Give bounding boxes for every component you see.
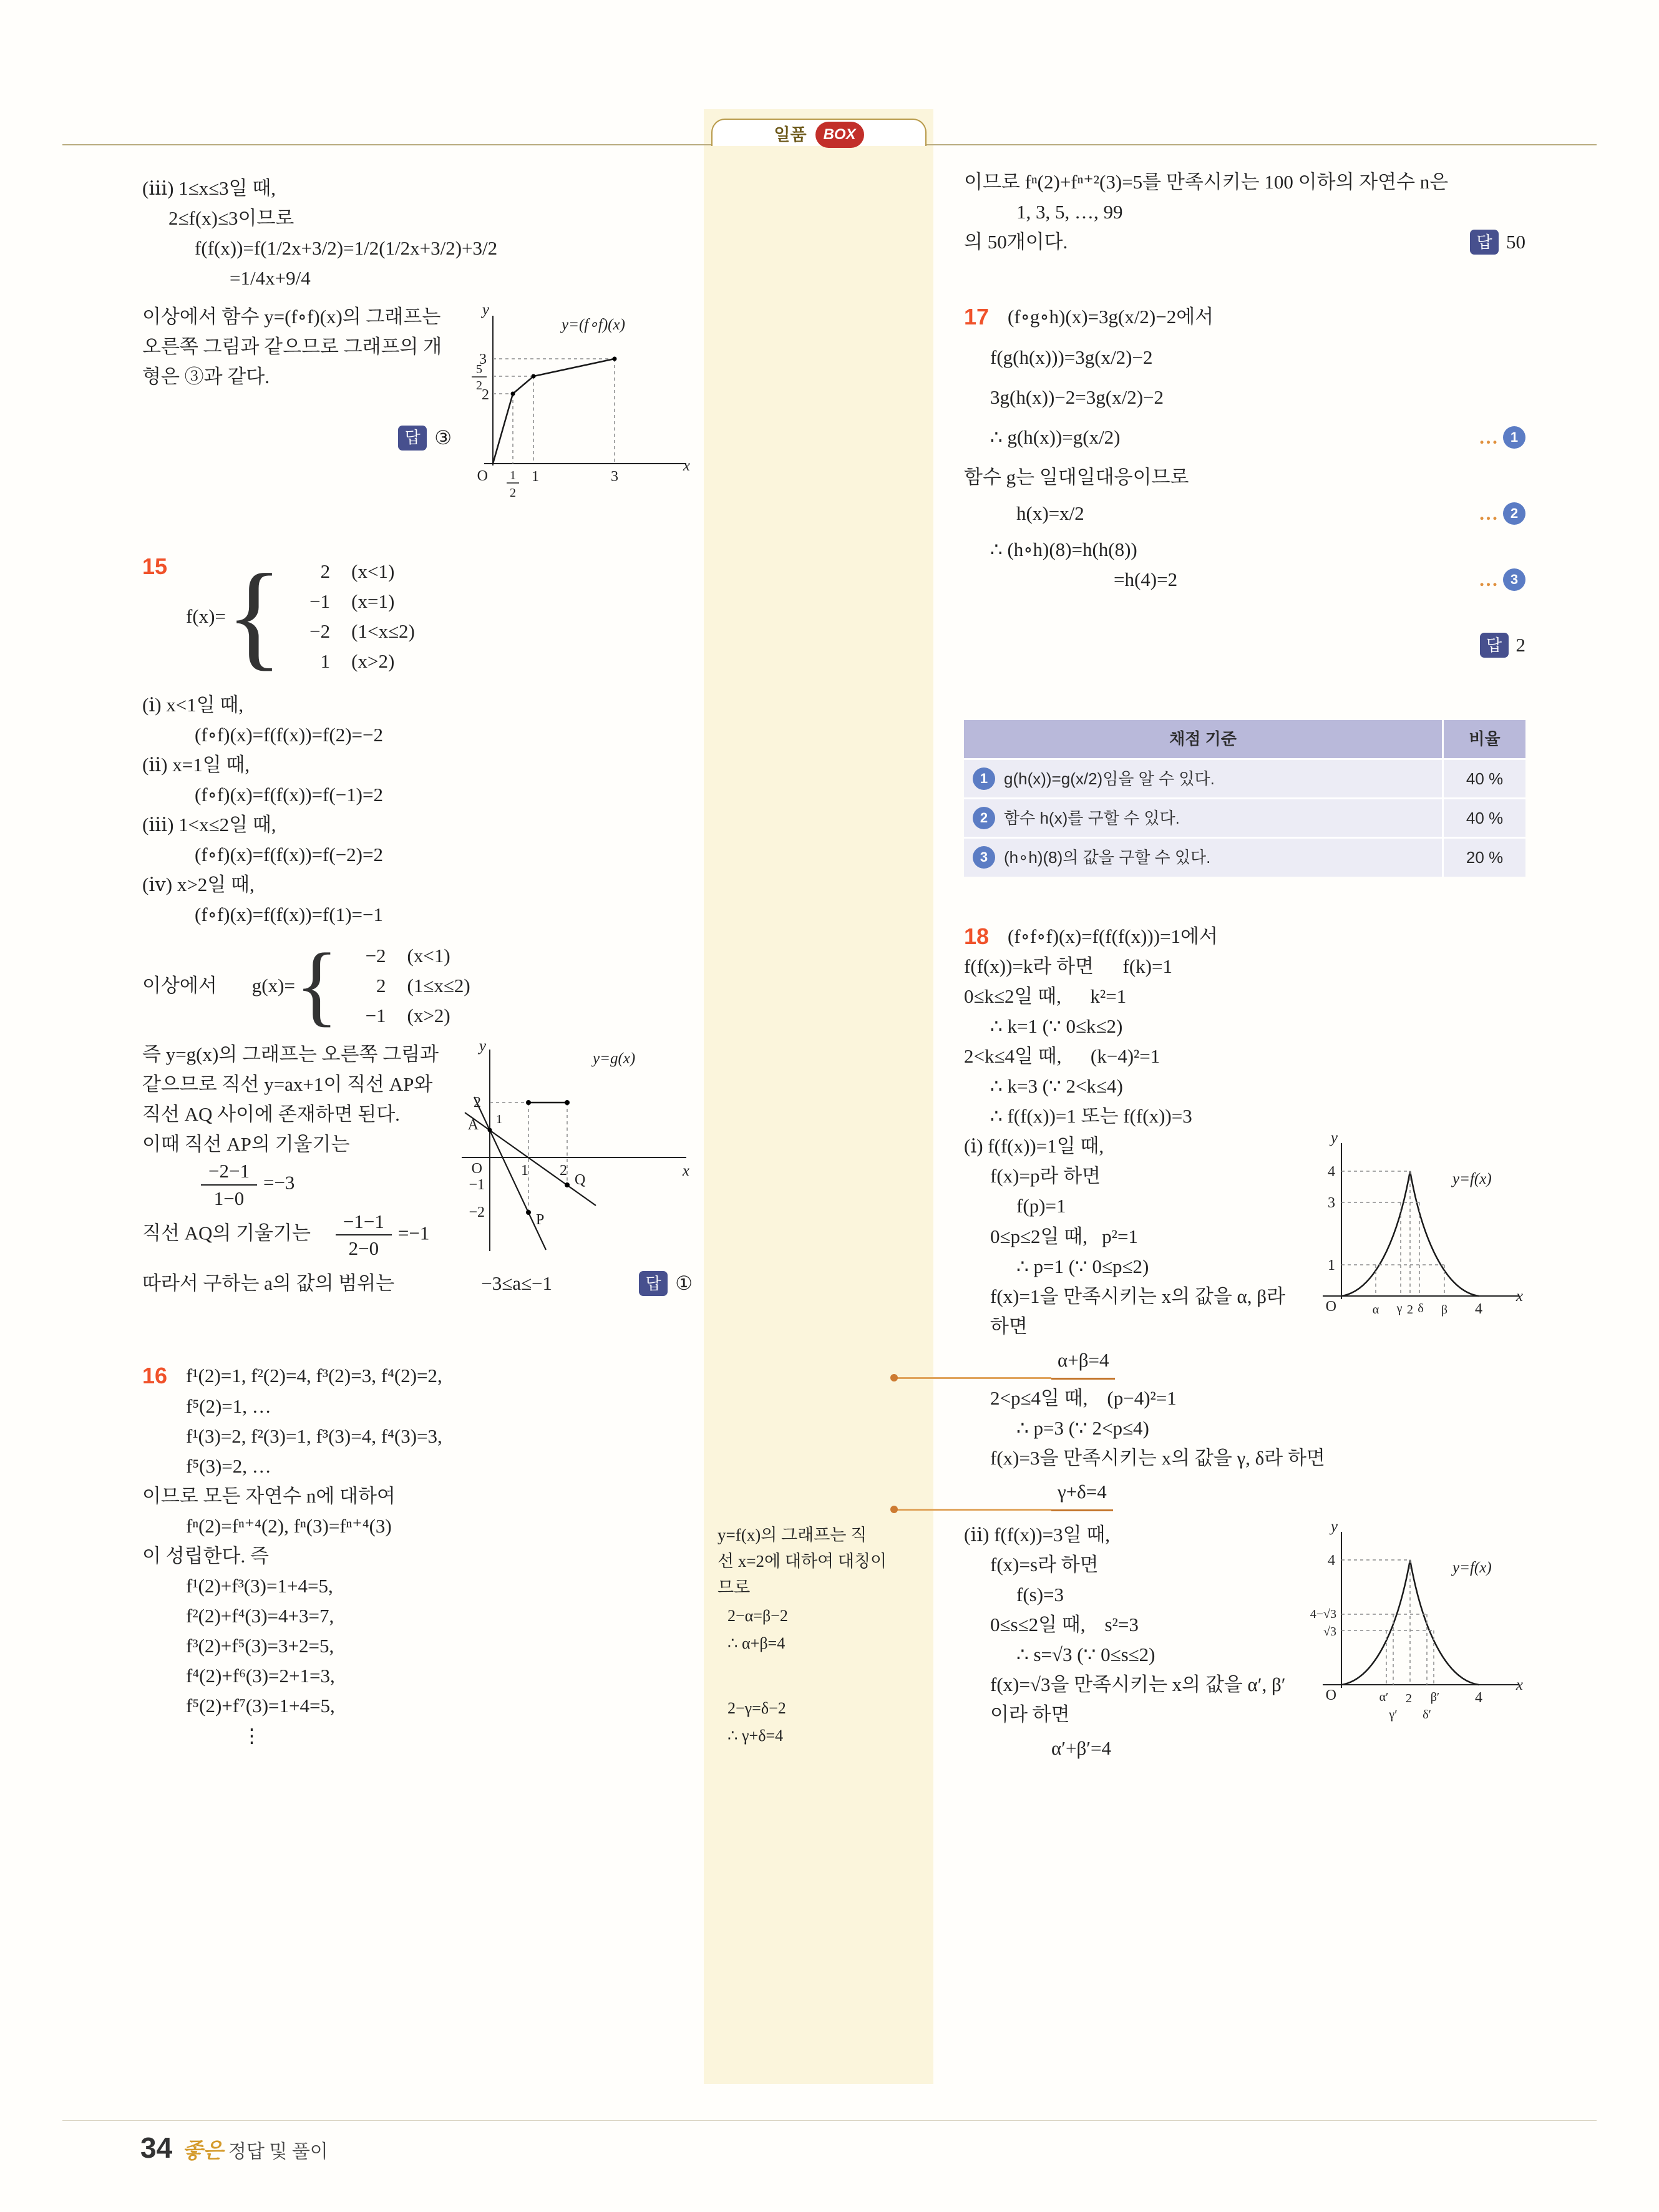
- formula-line: 2<p≤4일 때, (p−4)²=1: [990, 1386, 1177, 1409]
- answer-badge: 답: [639, 1271, 668, 1296]
- solution-line: f(x)=1을 만족시키는 x의 값을 α, β라 하면: [990, 1285, 1290, 1337]
- function-lhs: f(x)=: [186, 605, 226, 627]
- marker-dots: …: [1479, 502, 1498, 524]
- origin-label: O: [477, 468, 488, 485]
- formula-line: f²(2)+f⁴(3)=4+3=7,: [186, 1605, 334, 1627]
- intro-text: 이상에서: [142, 975, 217, 997]
- formula-line: ∴ f(f(x))=1 또는 f(f(x))=3: [990, 1105, 1192, 1128]
- point-Q-label: Q: [575, 1172, 586, 1189]
- formula-with-marker: [964, 499, 1525, 529]
- page-footer: [140, 2131, 328, 2165]
- y-tick-root3: √3: [1323, 1624, 1336, 1639]
- x-tick-2: 2: [1406, 1691, 1412, 1705]
- grading-table-header: [964, 720, 1525, 758]
- answer-row: [964, 227, 1525, 257]
- solution-paragraph: 즉 y=g(x)의 그래프는 오른쪽 그림과 같으므로 직선 y=ax+1이 직선 AP와 직선 AQ 사이에 존재하면 된다.: [142, 1043, 444, 1126]
- formula-line: ∴ k=3 (∵ 2<k≤4): [990, 1075, 1123, 1098]
- curve-label: y=g(x): [593, 1050, 636, 1068]
- formula-line: =h(4)=2: [1114, 568, 1178, 591]
- problem-number: 16: [142, 1363, 168, 1389]
- x-tick-alpha-prime: α′: [1379, 1690, 1389, 1704]
- x-tick-4: 4: [1475, 1301, 1482, 1318]
- fof-graph-figure: [462, 305, 693, 504]
- fraction-denominator: 2−0: [348, 1237, 379, 1260]
- ilpum-label: 일품: [774, 125, 807, 144]
- formula-line: (f∘f)(x)=f(f(x))=f(−1)=2: [195, 783, 383, 806]
- formula-line: ∴ k=1 (∵ 0≤k≤2): [990, 1015, 1123, 1038]
- curve-label: y=(f∘f)(x): [562, 316, 625, 334]
- formula-line: (f∘f∘f)(x)=f(f(f(x)))=1에서: [1008, 925, 1218, 947]
- brand-logo: 좋은: [182, 2140, 223, 2163]
- formula-line: f¹(3)=2, f²(3)=1, f³(3)=4, f⁴(3)=3,: [186, 1425, 442, 1447]
- formula-line: ∴ s=√3 (∵ 0≤s≤2): [1016, 1644, 1155, 1666]
- formula-line: h(x)=x/2: [1016, 502, 1084, 524]
- conclusion-text: 의 50개이다.: [964, 231, 1068, 253]
- x-axis-label: x: [1515, 1676, 1523, 1693]
- formula-with-marker: [964, 565, 1525, 595]
- note-text: 선 x=2에 대하여 대칭이: [718, 1551, 887, 1571]
- step-3-marker: 3: [1503, 568, 1525, 591]
- x-tick-1over2-den: 2: [510, 486, 516, 500]
- solution-line: f(x)=√3을 만족시키는 x의 값을 α′, β′이라 하면: [990, 1674, 1286, 1726]
- solution-paragraph: 이상에서 함수 y=(f∘f)(x)의 그래프는 오른쪽 그림과 같으므로 그래프의 개형은 ③과 같다.: [142, 306, 446, 388]
- formula-line: f¹(2)=1, f²(2)=4, f³(2)=3, f⁴(2)=2,: [186, 1365, 442, 1387]
- note-formula: 2−α=β−2: [727, 1606, 788, 1625]
- problem-number: 17: [964, 304, 990, 330]
- step-1-marker: 1: [973, 767, 995, 790]
- g-graph-figure: [452, 1042, 693, 1257]
- x-tick-alpha: α: [1372, 1303, 1379, 1317]
- origin-label: O: [1325, 1687, 1336, 1703]
- ilpum-box-tab: [711, 119, 927, 146]
- problem-16: [142, 1361, 693, 1751]
- pw-value: 2: [320, 560, 331, 582]
- x-axis-label: x: [1515, 1288, 1523, 1305]
- formula-line: f⁴(2)+f⁶(3)=2+1=3,: [186, 1665, 335, 1687]
- criteria-text: 함수 h(x)를 구할 수 있다.: [1004, 808, 1180, 827]
- answer-row: [964, 600, 1525, 690]
- criteria-text: g(h(x))=g(x/2)임을 알 수 있다.: [1004, 769, 1215, 788]
- case-heading: (ⅱ) x=1일 때,: [142, 753, 250, 776]
- fof-curve: [493, 359, 615, 464]
- y-tick-2: 2: [474, 1094, 481, 1111]
- formula-line: f¹(2)+f³(3)=1+4=5,: [186, 1575, 333, 1597]
- formula-line: (f∘f)(x)=f(f(x))=f(2)=−2: [195, 723, 383, 746]
- fraction-denominator: 1−0: [213, 1187, 245, 1209]
- table-row: [964, 758, 1525, 797]
- solution-text: 직선 AQ의 기울기는: [142, 1222, 311, 1244]
- pw-cond: (1<x≤2): [351, 620, 415, 642]
- y-axis-label: y: [482, 305, 489, 319]
- formula-line: fⁿ(2)=fⁿ⁺⁴(2), fⁿ(3)=fⁿ⁺⁴(3): [186, 1515, 392, 1537]
- y-tick-4-minus-root3: 4−√3: [1310, 1607, 1336, 1621]
- note-formula: ∴ α+β=4: [727, 1634, 786, 1652]
- x-tick-beta: β: [1441, 1303, 1448, 1317]
- formula-line: f(x)=s라 하면: [990, 1554, 1099, 1576]
- x-tick-4: 4: [1475, 1689, 1482, 1706]
- y-axis-label: y: [1330, 1522, 1338, 1535]
- case-ii-block: [964, 1520, 1525, 1763]
- pw-cond: (x=1): [351, 590, 395, 612]
- point-A-label: A: [467, 1117, 479, 1134]
- table-row: [964, 797, 1525, 837]
- case-heading: (ⅳ) x>2일 때,: [142, 874, 255, 896]
- note-formula: ∴ γ+δ=4: [727, 1727, 784, 1745]
- problem-18: [964, 922, 1525, 1764]
- formula-line: =1/4x+9/4: [230, 267, 311, 290]
- x-axis-label: x: [683, 457, 690, 475]
- y-tick-5over2-den: 2: [476, 379, 482, 393]
- marker-dots: …: [1479, 568, 1498, 591]
- footer-title: 정답 및 풀이: [228, 2141, 328, 2162]
- formula-line: (f∘f)(x)=f(f(x))=f(1)=−1: [195, 904, 383, 926]
- ratio-header: 비율: [1442, 720, 1525, 758]
- answer-value: ①: [675, 1272, 693, 1295]
- answer-badge: 답: [398, 426, 427, 451]
- key-equation-row: [964, 1477, 1525, 1511]
- piecewise-result: [142, 935, 693, 1036]
- x-axis-label: x: [682, 1162, 689, 1180]
- formula-line: 1, 3, 5, …, 99: [1016, 201, 1123, 223]
- origin-label: O: [1325, 1298, 1336, 1315]
- pw-cond: (x>2): [351, 650, 395, 672]
- problem-15: [142, 552, 693, 1299]
- pw-value: −1: [309, 590, 331, 612]
- formula-line: f³(2)+f⁵(3)=3+2=5,: [186, 1635, 334, 1657]
- formula-line: ∴ p=3 (∵ 2<p≤4): [1016, 1416, 1149, 1439]
- piecewise-definition: [186, 550, 415, 682]
- key-equation: γ+δ=4: [1051, 1477, 1113, 1511]
- pw-value: −1: [365, 1005, 386, 1027]
- f-graph-figure-1: [1310, 1134, 1525, 1330]
- formula-line: ∴ g(h(x))=g(x/2): [990, 426, 1121, 448]
- f-graph-figure-2: [1310, 1523, 1525, 1722]
- note-formula: 2−γ=δ−2: [727, 1699, 786, 1718]
- marker-dots: …: [1479, 426, 1498, 448]
- y-tick-1: 1: [1328, 1257, 1335, 1274]
- step-2-marker: 2: [973, 807, 995, 829]
- formula-line: f(s)=3: [1016, 1584, 1064, 1606]
- formula-line: ∴ p=1 (∵ 0≤p≤2): [1016, 1255, 1149, 1277]
- formula-line: f(f(x))=f(1/2x+3/2)=1/2(1/2x+3/2)+3/2: [195, 237, 498, 260]
- point-P-label: P: [536, 1212, 545, 1229]
- case-i-block: [964, 1131, 1525, 1511]
- solution-line: 이 성립한다. 즉: [142, 1545, 269, 1567]
- function-lhs: g(x)=: [251, 975, 295, 997]
- pw-cond: (x<1): [351, 560, 395, 582]
- formula-line: 3g(h(x))−2=3g(x/2)−2: [990, 386, 1164, 408]
- fraction-numerator: −2−1: [201, 1159, 257, 1185]
- ratio-value: 20 %: [1442, 839, 1525, 876]
- margin-notes: [718, 1523, 927, 1749]
- solution-line: 이므로 모든 자연수 n에 대하여: [142, 1485, 396, 1508]
- answer-row: [142, 1269, 693, 1298]
- paragraph-with-figure: [142, 1040, 693, 1298]
- formula-line: 0≤p≤2일 때, p²=1: [990, 1225, 1138, 1247]
- formula-line: f⁵(3)=2, …: [186, 1454, 271, 1477]
- formula-line: α′+β′=4: [1051, 1737, 1112, 1760]
- left-column: [142, 173, 693, 1751]
- table-row: [964, 837, 1525, 876]
- origin-label: O: [471, 1161, 482, 1177]
- answer-badge: 답: [1470, 230, 1499, 255]
- formula-line: f(f(x))=k라 하면 f(k)=1: [964, 955, 1172, 978]
- solution-line: f(x)=3을 만족시키는 x의 값을 γ, δ라 하면: [990, 1446, 1325, 1469]
- y-axis-label: y: [1330, 1134, 1338, 1147]
- answer-value: 2: [1515, 634, 1525, 656]
- formula-line: (f∘f)(x)=f(f(x))=f(−2)=2: [195, 844, 383, 866]
- fraction-result: =−3: [263, 1171, 295, 1194]
- formula-line: 2<k≤4일 때, (k−4)²=1: [964, 1045, 1160, 1068]
- ratio-value: 40 %: [1442, 760, 1525, 797]
- pw-value: −2: [365, 945, 386, 967]
- line-AP: [471, 1097, 546, 1250]
- problem-head: [142, 552, 693, 681]
- y-tick-1: 1: [496, 1113, 502, 1127]
- solution-paragraph: 이므로 fⁿ(2)+fⁿ⁺²(3)=5를 만족시키는 100 이하의 자연수 n은: [964, 171, 1449, 193]
- curve-label: y=f(x): [1452, 1171, 1492, 1188]
- formula-line: f⁵(2)+f⁷(3)=1+4=5,: [186, 1695, 335, 1717]
- fraction-result: =−1: [397, 1222, 430, 1244]
- pw-value: 2: [376, 975, 386, 997]
- formula-with-marker: [964, 422, 1525, 452]
- vertical-ellipsis: ⋮: [242, 1725, 261, 1747]
- y-tick-5over2-num: 5: [476, 363, 482, 377]
- criteria-header: 채점 기준: [1169, 729, 1237, 749]
- x-tick-delta-prime: δ′: [1423, 1707, 1431, 1722]
- conclusion-text: 따라서 구하는 a의 값의 범위는: [142, 1272, 395, 1295]
- x-tick-2: 2: [560, 1162, 567, 1179]
- x-tick-delta: δ: [1418, 1302, 1424, 1316]
- note-text: y=f(x)의 그래프는 직: [718, 1526, 867, 1544]
- right-column: [964, 167, 1525, 1763]
- x-tick-beta-prime: β′: [1430, 1690, 1440, 1704]
- answer-badge: 답: [1480, 633, 1509, 658]
- formula-line: (f∘g∘h)(x)=3g(x/2)−2에서: [1008, 306, 1214, 328]
- note-text: 므로: [718, 1577, 751, 1597]
- formula-line: f(g(h(x)))=3g(x/2)−2: [990, 346, 1153, 368]
- grading-table: [964, 720, 1525, 876]
- case-heading: (ⅱ) f(f(x))=3일 때,: [964, 1523, 1111, 1546]
- formula-line: f⁵(2)=1, …: [186, 1395, 271, 1417]
- solution-line: 함수 g는 일대일대응이므로: [964, 465, 1189, 488]
- formula-line: f(p)=1: [1016, 1195, 1066, 1217]
- y-axis-label: y: [479, 1042, 486, 1055]
- y-tick-3: 3: [479, 351, 487, 368]
- case-heading: (ⅰ) x<1일 때,: [142, 693, 244, 716]
- pw-cond: (1≤x≤2): [407, 975, 470, 997]
- pw-cond: (x<1): [407, 945, 450, 967]
- solution-line: 2≤f(x)≤3이므로: [168, 207, 294, 230]
- x-tick-2: 2: [1407, 1303, 1413, 1317]
- key-equation-row: [964, 1345, 1525, 1380]
- problem-number: 15: [142, 553, 168, 579]
- paragraph-with-figure: [142, 302, 693, 500]
- formula-line: ∴ (h∘h)(8)=h(h(8)): [990, 538, 1137, 560]
- problem-number: 18: [964, 923, 990, 949]
- formula-line: 0≤k≤2일 때, k²=1: [964, 985, 1127, 1008]
- answer-value: 50: [1506, 231, 1525, 253]
- x-tick-1: 1: [532, 469, 539, 485]
- step-1-marker: 1: [1503, 426, 1525, 449]
- step-2-marker: 2: [1503, 502, 1525, 525]
- key-equation: α+β=4: [1051, 1345, 1115, 1380]
- case-heading: (ⅰ) f(f(x))=1일 때,: [964, 1135, 1104, 1157]
- y-tick-4: 4: [1328, 1552, 1335, 1569]
- formula-line: f(x)=p라 하면: [990, 1165, 1101, 1187]
- solution-line: 이때 직선 AP의 기울기는: [142, 1133, 350, 1156]
- center-highlight-band: [704, 109, 933, 2084]
- case-heading: (ⅲ) 1≤x≤3일 때,: [142, 177, 276, 199]
- page-number: 34: [140, 2132, 173, 2164]
- pw-value: −2: [309, 620, 331, 642]
- y-tick-minus2: −2: [469, 1204, 485, 1221]
- brace: {: [225, 550, 283, 682]
- ratio-value: 40 %: [1442, 799, 1525, 837]
- x-tick-1: 1: [521, 1162, 528, 1179]
- x-tick-1over2-num: 1: [510, 469, 516, 483]
- y-tick-4: 4: [1328, 1164, 1335, 1181]
- answer-value: ③: [434, 426, 452, 449]
- y-tick-3: 3: [1328, 1195, 1335, 1212]
- fraction-numerator: −1−1: [336, 1210, 392, 1235]
- y-tick-minus1: −1: [469, 1177, 485, 1194]
- problem-17: [964, 302, 1525, 876]
- formula-line: 0≤s≤2일 때, s²=3: [990, 1614, 1139, 1636]
- curve-label: y=f(x): [1452, 1559, 1492, 1576]
- box-badge: BOX: [815, 122, 864, 148]
- pw-value: 1: [320, 650, 331, 672]
- x-tick-gamma: γ: [1396, 1302, 1403, 1316]
- step-3-marker: 3: [973, 846, 995, 869]
- pw-cond: (x>2): [407, 1005, 450, 1027]
- footer-rule: [62, 2120, 1597, 2121]
- criteria-text: (h∘h)(8)의 값을 구할 수 있다.: [1004, 848, 1211, 867]
- x-tick-gamma-prime: γ′: [1389, 1707, 1398, 1722]
- answer-range: −3≤a≤−1: [481, 1272, 553, 1295]
- case-heading: (ⅲ) 1<x≤2일 때,: [142, 813, 276, 836]
- y-tick-2: 2: [482, 387, 489, 404]
- x-tick-3: 3: [611, 469, 618, 485]
- brace: {: [294, 935, 339, 1036]
